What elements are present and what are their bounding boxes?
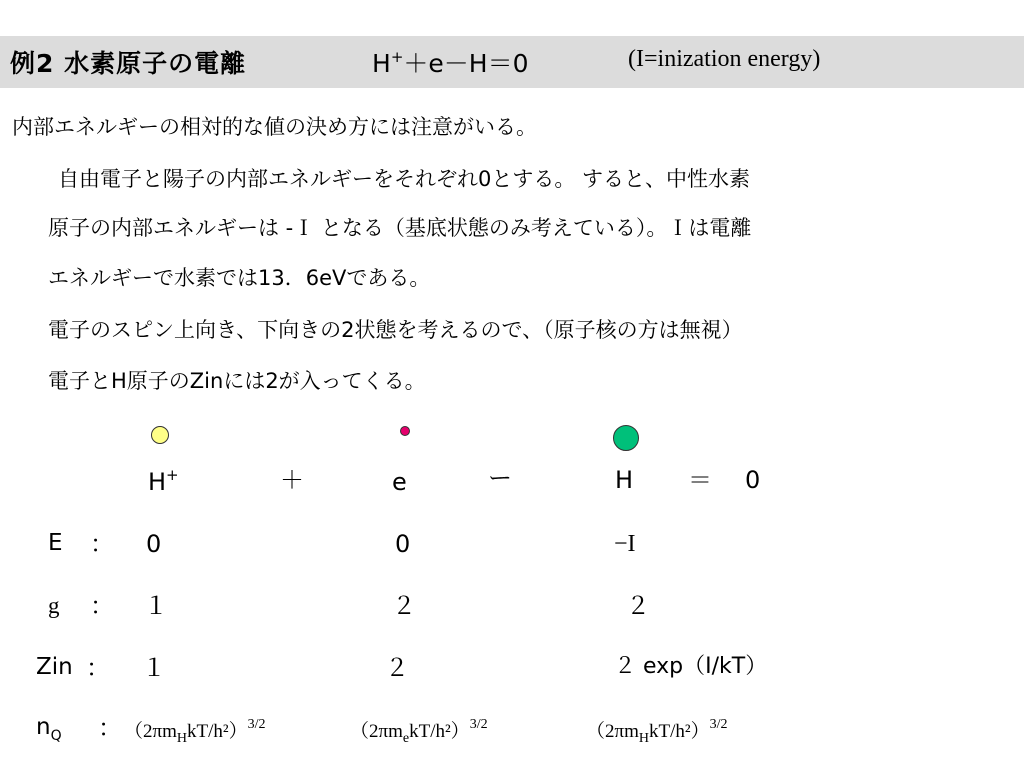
reaction-minus: ー [488, 464, 512, 492]
row-E-electron: 0 [395, 530, 411, 558]
title-equation: H+＋e－H＝0 [372, 48, 529, 78]
row-E-proton: 0 [146, 530, 162, 558]
reaction-zero: 0 [745, 466, 761, 494]
row-g-label: g [48, 593, 60, 618]
paragraph-line-2: 自由電子と陽子の内部エネルギーをそれぞれ0とする。 すると、中性水素 [58, 167, 751, 191]
row-nQ-electron: $(2\pi m_ekT/h^2)^{3/2}$ [350, 717, 488, 746]
row-Zin-electron: ２ [385, 654, 409, 682]
paragraph-line-5: 電子のスピン上向き、下向きの2状態を考えるので、（原子核の方は無視） [48, 318, 743, 342]
reaction-electron: e [392, 468, 407, 496]
paragraph-line-1: 内部エネルギーの相対的な値の決め方には注意がいる。 [12, 115, 537, 139]
row-nQ-label: $n_Q$ [36, 714, 62, 744]
row-E-hydrogen: −I [614, 531, 636, 557]
electron-circle-icon [400, 426, 410, 436]
row-Zin-label: Zin [36, 654, 73, 680]
hydrogen-circle-icon [613, 425, 639, 451]
row-g-sep: ： [90, 592, 114, 620]
row-nQ-sep: ： [98, 714, 122, 742]
row-Zin-proton: １ [142, 654, 166, 682]
row-E-sep: ： [90, 530, 114, 558]
reaction-hydrogen: H [615, 466, 634, 494]
row-nQ-hydrogen: $(2\pi m_HkT/h^2)^{3/2}$ [586, 717, 728, 746]
row-Zin-hydrogen: ２ exp（I/kT） [614, 654, 768, 679]
proton-circle-icon [151, 426, 169, 444]
paragraph-line-3: 原子の内部エネルギーは -Ｉ となる（基底状態のみ考えている）。Ｉは電離 [48, 216, 752, 240]
row-nQ-proton: $(2\pi m_HkT/h^2)^{3/2}$ [124, 717, 266, 746]
reaction-plus: ＋ [280, 466, 304, 494]
row-E-label: E [48, 530, 63, 556]
row-g-hydrogen: ２ [626, 592, 650, 620]
title-english-note: (I=inization energy) [628, 46, 821, 72]
paragraph-line-6: 電子とH原子のZinには2が入ってくる。 [48, 369, 426, 393]
slide-title: 例2 水素原子の電離 [10, 49, 247, 78]
row-Zin-sep: ： [86, 654, 110, 682]
reaction-proton: H+ [148, 466, 179, 496]
paragraph-line-4: エネルギーで水素では13．6eVである。 [48, 266, 431, 290]
reaction-equals: ＝ [688, 466, 712, 494]
row-g-proton: １ [144, 592, 168, 620]
row-g-electron: ２ [392, 592, 416, 620]
